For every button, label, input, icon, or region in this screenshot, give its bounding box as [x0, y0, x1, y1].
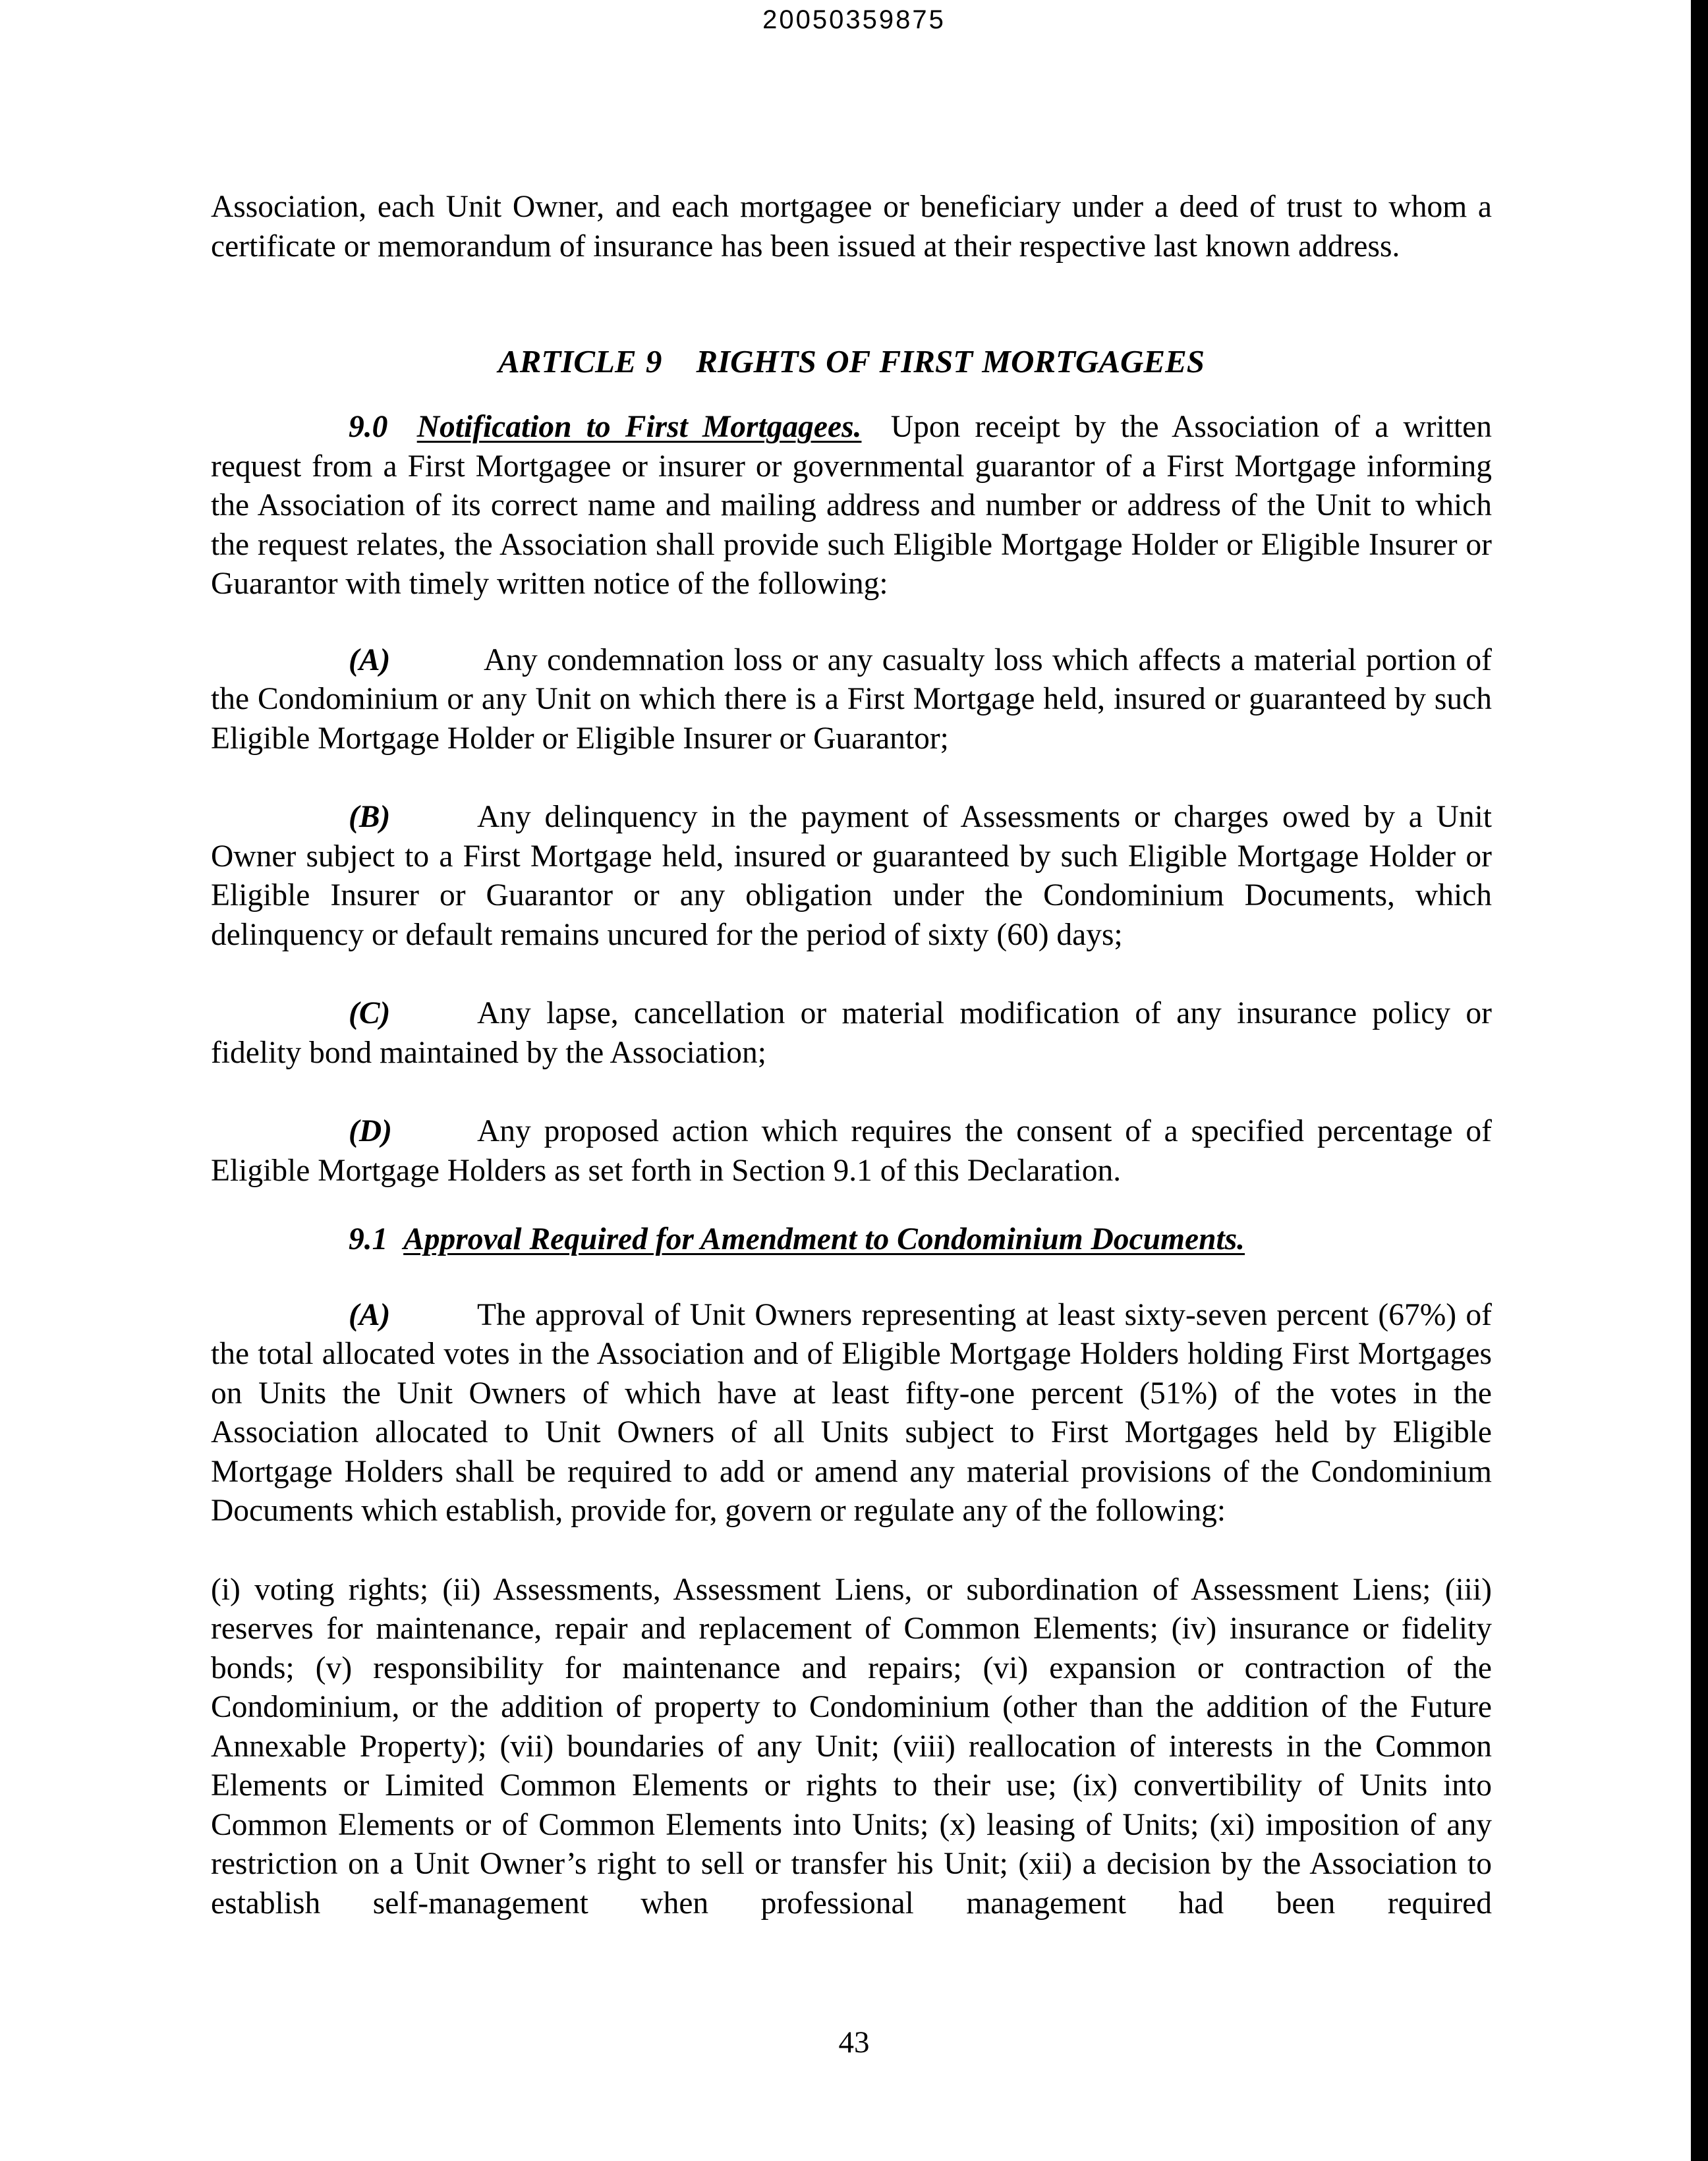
item-text: Any proposed action which requires the consent of a specified percentage of Eligible Mortgage Holders as set forth in Section 9.1 of this Declaration.	[211, 1114, 1492, 1188]
spacer	[211, 1531, 1492, 1571]
item-label: (D)	[349, 1114, 392, 1148]
article-heading	[211, 342, 1492, 381]
page-number: 43	[838, 2025, 870, 2060]
scan-edge-bar	[1691, 0, 1708, 2161]
spacer	[211, 955, 1492, 994]
item-text: Any condemnation loss or any casualty loss which affects a material portion of the Condominium or any Unit on which there is a First Mortgage held, insured or guaranteed by such Eligible Mortgage Holder or Eligible Insurer or Guarantor;	[211, 642, 1492, 756]
item-label: (C)	[349, 996, 391, 1030]
item-label: (A)	[349, 1297, 391, 1332]
spacer	[211, 758, 1492, 798]
section-9-1-heading	[211, 1220, 1492, 1260]
section-9-0	[211, 408, 1492, 604]
item-text: The approval of Unit Owners representing at least sixty-seven percent (67%) of the total allocated votes in the Association and of Eligible Mortgage Holders holding First Mortgages on Units the Unit Owners of which have at least fifty-one percent (51%) of the votes in the Association allocated to Unit Owners of all Units subject to First Mortgages held by Eligible Mortgage Holders shall be required to add or amend any material provisions of the Condominium Documents which establish, provide for, govern or regulate any of the following:	[211, 1297, 1492, 1528]
section-number: 9.1	[349, 1222, 388, 1256]
section-title: Notification to First Mortgagees.	[416, 410, 862, 444]
approval-item-a	[211, 1296, 1492, 1531]
article-title: RIGHTS OF FIRST MORTGAGEES	[696, 343, 1205, 379]
spacer	[211, 604, 1492, 641]
notice-item-a	[211, 641, 1492, 759]
spacer	[211, 381, 1492, 408]
spacer	[211, 1073, 1492, 1112]
section-text: Upon receipt by the Association of a written request from a First Mortgagee or insurer or governmental guarantor of a First Mortgage informing the Association of its correct name and mailing address and number or address of the Unit to which the request relates, the Association shall provide such Eligible Mortgage Holder or Eligible Insurer or Guarantor with timely written notice of the following:	[211, 410, 1492, 601]
item-label: (B)	[349, 800, 391, 834]
spacer	[211, 1260, 1492, 1296]
article-number: ARTICLE 9	[498, 343, 662, 379]
document-number: 20050359875	[762, 5, 946, 34]
section-title: Approval Required for Amendment to Condominium Documents.	[403, 1222, 1245, 1256]
item-label: (A)	[349, 642, 391, 677]
notice-item-d	[211, 1112, 1492, 1191]
spacer	[211, 1191, 1492, 1220]
spacer	[211, 266, 1492, 342]
notice-item-c	[211, 994, 1492, 1073]
page-content	[211, 188, 1492, 1923]
item-text: Any lapse, cancellation or material modification of any insurance policy or fidelity bond maintained by the Association;	[211, 996, 1492, 1070]
provisions-list-paragraph: (i) voting rights; (ii) Assessments, Assessment Liens, or subordination of Assessment Liens; (iii) reserves for maintenance, repair and replacement of Common Elements; (iv) insurance or fidelity bonds; (v) responsibility for maintenance and repairs; (vi) expansion or contraction of the Condominium, or the addition of property to Condominium (other than the addition of the Future Annexable Property); (vii) boundaries of any Unit; (viii) reallocation of interests in the Common Elements or Limited Common Elements or rights to their use; (ix) convertibility of Units into Common Elements or of Common Elements into Units; (x) leasing of Units; (xi) imposition of any restriction on a Unit Owner’s right to sell or transfer his Unit; (xii) a decision by the Association to establish self-management when professional management had been required	[211, 1572, 1492, 1921]
intro-paragraph: Association, each Unit Owner, and each mortgagee or beneficiary under a deed of trust to whom a certificate or memorandum of insurance has been issued at their respective last known address.	[211, 190, 1492, 264]
section-number: 9.0	[349, 410, 388, 444]
notice-item-b	[211, 798, 1492, 955]
item-text: Any delinquency in the payment of Assessments or charges owed by a Unit Owner subject to a First Mortgage held, insured or guaranteed by such Eligible Mortgage Holder or Eligible Insurer or Guarantor or any obligation under the Condominium Documents, which delinquency or default remains uncured for the period of sixty (60) days;	[211, 800, 1492, 952]
